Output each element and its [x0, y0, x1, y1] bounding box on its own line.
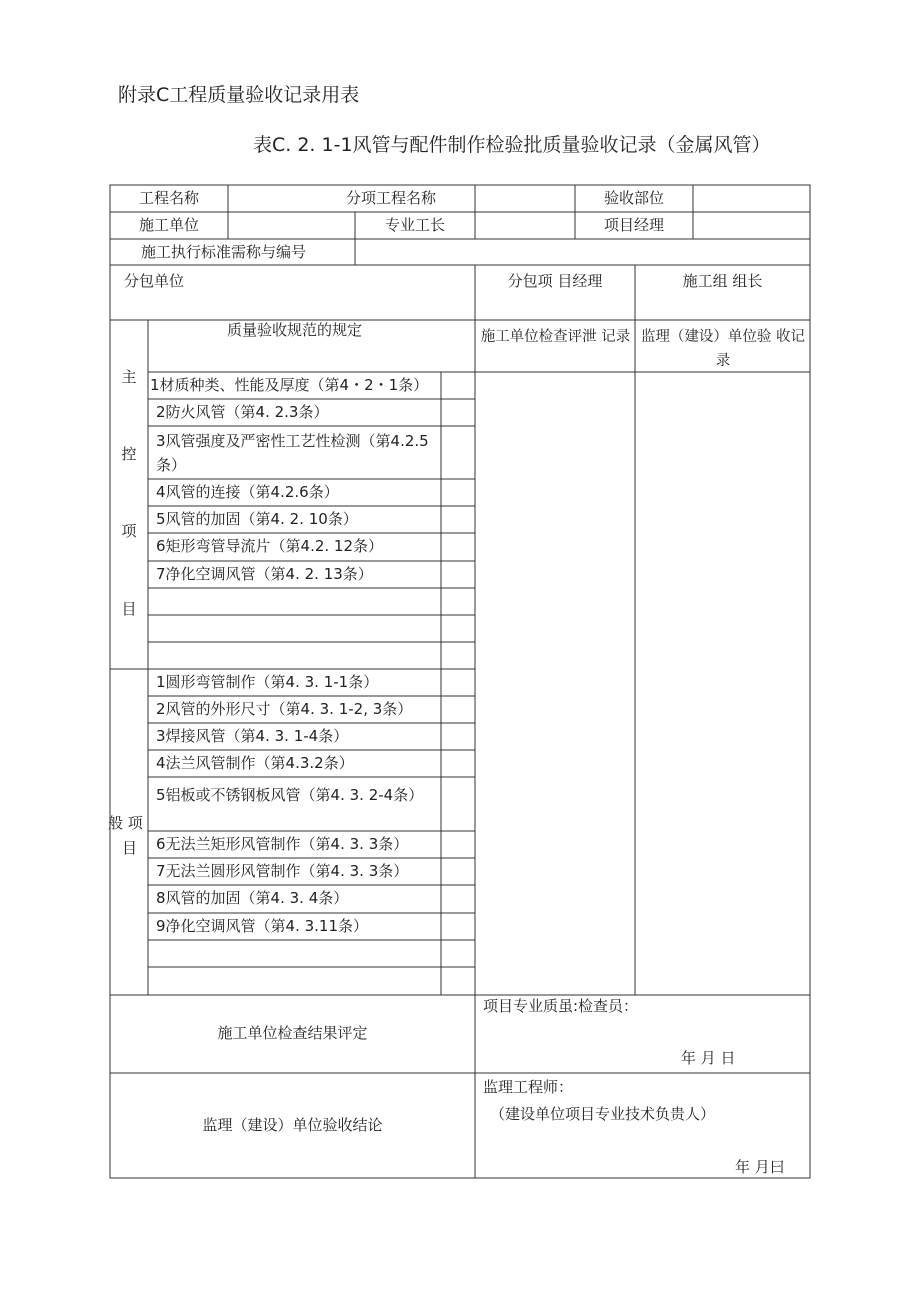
supervision-conclusion-label: 监理（建设）单位验收结论 — [202, 1116, 383, 1134]
main-control-item-5: 5风管的加固（第4. 2. 10条） — [156, 510, 358, 528]
general-item-3: 3焊接风管（第4. 3. 1-4条） — [156, 727, 349, 745]
general-item-9: 9净化空调风管（第4. 3.11条） — [156, 917, 369, 935]
supervision-record-column-header: 监理（建设）单位验 收记录 — [640, 329, 806, 369]
date-line-1: 年 月 日 — [681, 1049, 736, 1067]
construction-unit-label: 施工单位 — [138, 216, 199, 234]
appendix-title: 附录C工程质量验收记录用表 — [118, 84, 360, 106]
main-control-item-4: 4风管的连接（第4.2.6条） — [156, 483, 339, 501]
table-title: 表C. 2. 1-1风管与配件制作检验批质量验收记录（金属风管） — [253, 134, 771, 156]
quality-inspector-label: 项目专业质虽:检查员： — [483, 997, 639, 1015]
spec-column-header: 质量验收规范的规定 — [226, 321, 362, 339]
general-item-8: 8风管的加固（第4. 3. 4条） — [156, 889, 349, 907]
main-control-item-3: 3风管强度及严密性工艺性检测（第4.2.5条） — [156, 432, 429, 474]
construction-check-column-header: 施工单位检查评泄 记录 — [480, 329, 631, 345]
subcontract-unit-label: 分包单位 — [124, 272, 185, 290]
date-line-2: 年 月曰 — [735, 1158, 785, 1176]
general-item-6: 6无法兰矩形风管制作（第4. 3. 3条） — [156, 835, 409, 853]
project-name-label: 工程名称 — [138, 189, 199, 207]
supervision-engineer-label: 监理工程师： — [483, 1078, 574, 1096]
main-control-label-2: 控 — [121, 445, 137, 463]
subcontract-manager-label: 分包项 目经理 — [507, 272, 603, 290]
main-control-label-4: 目 — [121, 600, 137, 618]
general-item-2: 2风管的外形尺寸（第4. 3. 1-2, 3条） — [156, 700, 413, 718]
general-item-7: 7无法兰圆形风管制作（第4. 3. 3条） — [156, 862, 409, 880]
foreman-label: 专业工长 — [384, 216, 445, 234]
sub-project-name-label: 分项工程名称 — [345, 189, 436, 207]
general-item-1: 1圆形弯管制作（第4. 3. 1-1条） — [156, 673, 379, 691]
main-control-item-2: 2防火风管（第4. 2.3条） — [156, 403, 329, 421]
owner-representative-label: （建设单位项目专业技术负贵人） — [490, 1105, 716, 1123]
project-manager-label: 项目经理 — [603, 216, 664, 234]
acceptance-part-label: 验收部位 — [603, 189, 664, 207]
team-leader-label: 施工组 组长 — [682, 272, 763, 290]
main-control-item-7: 7净化空调风管（第4. 2. 13条） — [156, 565, 373, 583]
general-item-5: 5铝板或不锈钢板风管（第4. 3. 2-4条） — [156, 786, 424, 804]
main-control-label-1: 主 — [121, 368, 137, 386]
main-control-item-1: 1材质种类、性能及厚度（第4・2・1条） — [150, 376, 429, 394]
main-control-item-6: 6矩形弯管导流片（第4.2. 12条） — [156, 537, 384, 555]
construction-result-label: 施工单位检查结果评定 — [217, 1024, 368, 1042]
general-item-4: 4法兰风管制作（第4.3.2条） — [156, 754, 354, 772]
standard-label: 施工执行标准需称与编号 — [141, 243, 307, 261]
main-control-label-3: 项 — [121, 522, 137, 540]
general-label-1: 般 项 — [108, 814, 143, 832]
general-label-2: 目 — [122, 839, 138, 857]
